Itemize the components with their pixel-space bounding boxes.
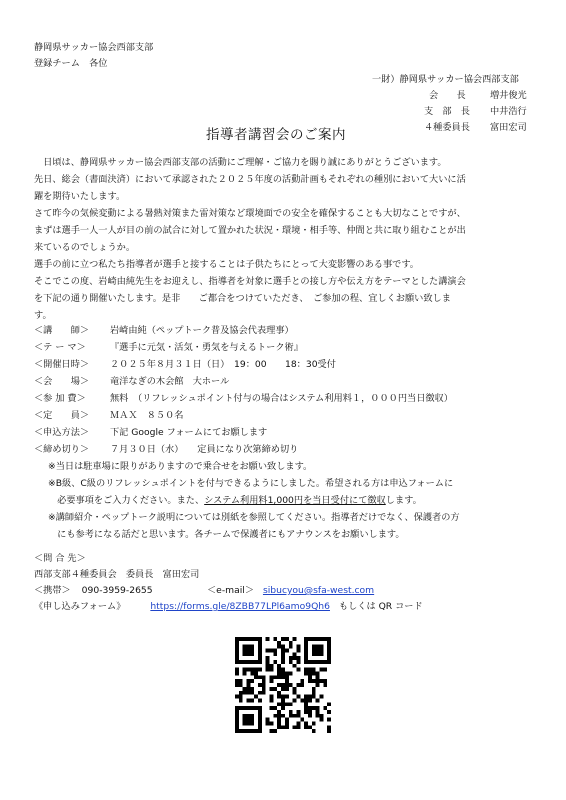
qr-module bbox=[270, 679, 274, 683]
qr-module bbox=[319, 679, 323, 683]
qr-module bbox=[277, 721, 281, 725]
qr-module bbox=[262, 679, 266, 683]
qr-finder-pattern bbox=[312, 645, 324, 657]
addressee-org: 静岡県サッカー協会西部支部 bbox=[34, 42, 154, 53]
body-line: 来ているのでしょうか。 bbox=[34, 242, 136, 253]
detail-application bbox=[34, 424, 267, 441]
qr-module bbox=[281, 645, 285, 649]
qr-module bbox=[247, 668, 251, 672]
qr-module bbox=[327, 718, 331, 722]
qr-module bbox=[289, 641, 293, 645]
qr-module bbox=[281, 687, 285, 691]
qr-module bbox=[296, 656, 300, 660]
signer-2-name: 中井浩行 bbox=[490, 106, 527, 117]
qr-module bbox=[277, 695, 281, 699]
signer-1-name: 増井俊光 bbox=[490, 90, 527, 101]
qr-module bbox=[316, 698, 320, 702]
qr-module bbox=[277, 668, 281, 672]
detail-label: ＜講 師＞ bbox=[34, 325, 90, 336]
qr-module bbox=[273, 675, 277, 679]
qr-module bbox=[327, 725, 331, 729]
qr-module bbox=[308, 706, 312, 710]
qr-module bbox=[300, 698, 304, 702]
signer-2-role: 支 部 長 bbox=[424, 106, 470, 117]
detail-value: 竜洋なぎの木会館 大ホール bbox=[110, 376, 230, 387]
qr-module bbox=[273, 714, 277, 718]
qr-module bbox=[243, 691, 247, 695]
detail-label: ＜定 員＞ bbox=[34, 410, 90, 421]
qr-module bbox=[239, 691, 243, 695]
qr-module bbox=[254, 695, 258, 699]
body-line: を下記の通り開催いたします。是非 ご都合をつけていただき、 ご参加の程、宜しくお願い致しま bbox=[34, 293, 451, 304]
qr-module bbox=[277, 714, 281, 718]
body-line: まずは選手一人一人が目の前の試合に対して置かれた状況・環境・相手等、仲間と共に取り組むことが出 bbox=[34, 225, 466, 236]
qr-module bbox=[281, 668, 285, 672]
body-line: 先日、総会（書面決済）において承認された２０２５年度の活動計画もそれぞれの種別において大いに活 bbox=[34, 174, 466, 185]
qr-module bbox=[281, 702, 285, 706]
sender-org: 一財）静岡県サッカー協会西部支部 bbox=[372, 74, 519, 85]
qr-module bbox=[304, 698, 308, 702]
qr-module bbox=[304, 706, 308, 710]
qr-module bbox=[235, 683, 239, 687]
note-fee-underlined: システム利用料1,000円を当日受付にて徴収 bbox=[204, 495, 386, 506]
qr-module bbox=[319, 714, 323, 718]
qr-module bbox=[312, 729, 316, 733]
qr-module bbox=[285, 679, 289, 683]
qr-module bbox=[316, 679, 320, 683]
qr-module bbox=[296, 714, 300, 718]
qr-module bbox=[293, 687, 297, 691]
qr-module bbox=[262, 691, 266, 695]
qr-module bbox=[270, 695, 274, 699]
qr-hint: もしくは QR コード bbox=[338, 601, 423, 612]
body-line: さて昨今の気候変動による暑熱対策また雷対策など環境面での安全を確保することも大切なことですが、 bbox=[34, 208, 466, 219]
qr-module bbox=[289, 660, 293, 664]
document-title: 指導者講習会のご案内 bbox=[206, 127, 346, 143]
qr-code[interactable] bbox=[235, 637, 331, 733]
qr-module bbox=[293, 637, 297, 641]
qr-module bbox=[258, 668, 262, 672]
qr-module bbox=[235, 672, 239, 676]
qr-module bbox=[277, 702, 281, 706]
qr-module bbox=[262, 683, 266, 687]
qr-module bbox=[296, 649, 300, 653]
qr-module bbox=[266, 718, 270, 722]
qr-module bbox=[296, 683, 300, 687]
qr-module bbox=[304, 672, 308, 676]
qr-module bbox=[247, 691, 251, 695]
qr-module bbox=[239, 683, 243, 687]
detail-value: ２０２５年８月３１日（日） 19：00 18：30受付 bbox=[110, 359, 336, 370]
qr-module bbox=[250, 691, 254, 695]
qr-module bbox=[289, 714, 293, 718]
qr-finder-pattern bbox=[243, 714, 255, 726]
detail-fee bbox=[34, 390, 453, 407]
detail-lecturer bbox=[34, 322, 294, 339]
qr-module bbox=[293, 725, 297, 729]
qr-module bbox=[277, 675, 281, 679]
qr-module bbox=[323, 706, 327, 710]
qr-module bbox=[247, 683, 251, 687]
qr-module bbox=[323, 668, 327, 672]
note-refresh-point-1: ※B級、C級のリフレッシュポイントを付与できるようにしました。希望される方は申込フォームに bbox=[48, 478, 454, 489]
qr-module bbox=[243, 687, 247, 691]
qr-module bbox=[281, 683, 285, 687]
qr-module bbox=[289, 710, 293, 714]
form-label: 《申し込みフォーム》 bbox=[34, 601, 126, 612]
qr-module bbox=[254, 668, 258, 672]
qr-module bbox=[270, 706, 274, 710]
qr-module bbox=[258, 683, 262, 687]
qr-module bbox=[312, 706, 316, 710]
qr-module bbox=[254, 675, 258, 679]
qr-module bbox=[235, 668, 239, 672]
qr-module bbox=[273, 649, 277, 653]
qr-module bbox=[243, 668, 247, 672]
body-line: 選手の前に立つ私たち指導者が選手と接することは子供たちにとって大変影響のある事です。 bbox=[34, 259, 419, 270]
qr-module bbox=[273, 652, 277, 656]
detail-label: ＜申込方法＞ bbox=[34, 427, 90, 438]
qr-module bbox=[235, 695, 239, 699]
qr-module bbox=[270, 664, 274, 668]
qr-module bbox=[327, 710, 331, 714]
qr-module bbox=[277, 645, 281, 649]
qr-module bbox=[285, 637, 289, 641]
qr-module bbox=[296, 710, 300, 714]
qr-module bbox=[258, 698, 262, 702]
note-parking: ※当日は駐車場に限りがありますので乗合せをお願い致します。 bbox=[48, 461, 313, 472]
qr-module bbox=[235, 679, 239, 683]
qr-module bbox=[281, 656, 285, 660]
qr-module bbox=[266, 660, 270, 664]
body-line: す。 bbox=[34, 310, 52, 321]
contact-person: 西部支部４種委員会 委員長 富田宏司 bbox=[34, 569, 200, 580]
qr-module bbox=[277, 710, 281, 714]
qr-module bbox=[273, 706, 277, 710]
qr-module bbox=[293, 656, 297, 660]
qr-module bbox=[308, 672, 312, 676]
qr-module bbox=[304, 702, 308, 706]
qr-module bbox=[300, 679, 304, 683]
detail-value: 下記 Google フォームにてお願します bbox=[110, 427, 268, 438]
form-link[interactable]: https://forms.gle/8ZBB77LPl6amo9Qh6 bbox=[150, 601, 330, 612]
qr-module bbox=[277, 718, 281, 722]
qr-module bbox=[296, 660, 300, 664]
qr-module bbox=[239, 679, 243, 683]
qr-module bbox=[273, 660, 277, 664]
qr-module bbox=[262, 675, 266, 679]
form-row bbox=[34, 601, 423, 613]
qr-module bbox=[304, 695, 308, 699]
signer-3-role: ４種委員長 bbox=[424, 122, 470, 133]
qr-module bbox=[308, 668, 312, 672]
qr-module bbox=[312, 721, 316, 725]
addressee-team: 登録チーム 各位 bbox=[34, 58, 108, 69]
contact-email-row bbox=[207, 585, 374, 597]
qr-module bbox=[316, 706, 320, 710]
qr-module bbox=[277, 691, 281, 695]
qr-module bbox=[308, 710, 312, 714]
detail-venue bbox=[34, 373, 229, 390]
detail-label: ＜締め切り＞ bbox=[34, 444, 90, 455]
qr-module bbox=[266, 668, 270, 672]
qr-module bbox=[285, 702, 289, 706]
qr-module bbox=[296, 695, 300, 699]
detail-label: ＜会 場＞ bbox=[34, 376, 90, 387]
contact-heading: ＜問 合 先＞ bbox=[34, 553, 86, 564]
qr-module bbox=[277, 725, 281, 729]
qr-module bbox=[323, 683, 327, 687]
qr-module bbox=[285, 687, 289, 691]
qr-module bbox=[254, 672, 258, 676]
qr-module bbox=[239, 695, 243, 699]
qr-module bbox=[316, 710, 320, 714]
body-line: 躍を期待いたします。 bbox=[34, 191, 126, 202]
qr-module bbox=[289, 672, 293, 676]
qr-module bbox=[293, 691, 297, 695]
qr-module bbox=[300, 683, 304, 687]
qr-module bbox=[308, 725, 312, 729]
qr-module bbox=[285, 683, 289, 687]
qr-module bbox=[327, 702, 331, 706]
email-label: ＜e-mail＞ bbox=[207, 585, 255, 596]
qr-module bbox=[304, 721, 308, 725]
qr-module bbox=[285, 721, 289, 725]
qr-module bbox=[319, 718, 323, 722]
qr-module bbox=[293, 652, 297, 656]
qr-module bbox=[312, 691, 316, 695]
email-link[interactable]: sibucyou@sfa-west.com bbox=[262, 585, 375, 596]
qr-module bbox=[293, 664, 297, 668]
qr-module bbox=[296, 725, 300, 729]
qr-module bbox=[277, 683, 281, 687]
detail-theme bbox=[34, 339, 303, 356]
qr-module bbox=[258, 675, 262, 679]
note-text: 必要事項をご入力ください。また、 bbox=[48, 495, 205, 506]
qr-module bbox=[304, 668, 308, 672]
qr-finder-pattern bbox=[243, 645, 255, 657]
detail-value: ７月３０日（水） 定員になり次第締め切り bbox=[110, 444, 299, 455]
qr-module bbox=[289, 645, 293, 649]
qr-module bbox=[289, 656, 293, 660]
body-text bbox=[34, 154, 534, 324]
qr-module bbox=[270, 721, 274, 725]
qr-module bbox=[266, 649, 270, 653]
detail-label: ＜開催日時＞ bbox=[34, 359, 90, 370]
qr-module bbox=[281, 675, 285, 679]
note-text: します。 bbox=[385, 495, 422, 506]
qr-module bbox=[281, 706, 285, 710]
qr-module bbox=[293, 714, 297, 718]
qr-module bbox=[285, 725, 289, 729]
qr-module bbox=[281, 672, 285, 676]
qr-module bbox=[308, 698, 312, 702]
detail-value: 『選手に元気・活気・勇気を与えるトーク術』 bbox=[110, 342, 303, 353]
qr-module bbox=[273, 637, 277, 641]
qr-module bbox=[250, 668, 254, 672]
qr-module bbox=[285, 672, 289, 676]
qr-module bbox=[281, 660, 285, 664]
qr-module bbox=[312, 679, 316, 683]
note-lecturer-2: にも参考になる話だと思います。各チームで保護者にもアナウンスをお願いします。 bbox=[48, 529, 405, 540]
phone-number: 090-3959-2655 bbox=[81, 585, 153, 596]
detail-deadline bbox=[34, 441, 298, 458]
qr-module bbox=[308, 714, 312, 718]
qr-module bbox=[270, 649, 274, 653]
qr-module bbox=[250, 687, 254, 691]
contact-phone-row bbox=[34, 585, 153, 597]
note-lecturer-1: ※講師紹介・ペップトーク説明については別紙を参照してください。指導者だけでなく、保護者の方 bbox=[48, 512, 460, 523]
qr-module bbox=[296, 668, 300, 672]
qr-module bbox=[266, 637, 270, 641]
qr-module bbox=[316, 714, 320, 718]
qr-module bbox=[243, 672, 247, 676]
qr-module bbox=[281, 714, 285, 718]
qr-module bbox=[247, 687, 251, 691]
qr-module bbox=[289, 683, 293, 687]
qr-module bbox=[312, 672, 316, 676]
qr-module bbox=[312, 695, 316, 699]
detail-value: 岩崎由純（ペップトーク普及協会代表理事） bbox=[110, 325, 294, 336]
qr-module bbox=[285, 649, 289, 653]
qr-module bbox=[247, 679, 251, 683]
qr-module bbox=[273, 729, 277, 733]
qr-module bbox=[281, 652, 285, 656]
detail-datetime bbox=[34, 356, 336, 373]
qr-module bbox=[266, 656, 270, 660]
body-line: そこでこの度、岩崎由純先生をお迎えし、指導者を対象に選手との接し方や伝え方をテーマとした講演会 bbox=[34, 276, 466, 287]
qr-module bbox=[316, 675, 320, 679]
qr-module bbox=[270, 687, 274, 691]
qr-module bbox=[289, 702, 293, 706]
signer-3-name: 富田宏司 bbox=[490, 122, 527, 133]
qr-module bbox=[273, 687, 277, 691]
qr-module bbox=[262, 687, 266, 691]
qr-module bbox=[270, 729, 274, 733]
qr-module bbox=[281, 725, 285, 729]
qr-module bbox=[239, 698, 243, 702]
note-refresh-point-2 bbox=[48, 492, 422, 509]
qr-module bbox=[250, 679, 254, 683]
qr-module bbox=[270, 698, 274, 702]
qr-module bbox=[327, 729, 331, 733]
detail-value: ＭＡＸ ８５０名 bbox=[110, 410, 184, 421]
detail-label: ＜参 加 費＞ bbox=[34, 393, 86, 404]
qr-module bbox=[285, 718, 289, 722]
qr-module bbox=[285, 675, 289, 679]
qr-module bbox=[319, 695, 323, 699]
qr-module bbox=[258, 691, 262, 695]
qr-module bbox=[308, 679, 312, 683]
qr-module bbox=[281, 698, 285, 702]
qr-module bbox=[312, 668, 316, 672]
qr-module bbox=[266, 721, 270, 725]
qr-module bbox=[285, 695, 289, 699]
qr-module bbox=[293, 698, 297, 702]
qr-module bbox=[296, 721, 300, 725]
qr-module bbox=[277, 672, 281, 676]
qr-module bbox=[270, 668, 274, 672]
phone-label: ＜携帯＞ bbox=[34, 585, 71, 596]
qr-module bbox=[281, 695, 285, 699]
signer-1-role: 会 長 bbox=[429, 90, 466, 101]
qr-module bbox=[277, 641, 281, 645]
detail-capacity bbox=[34, 407, 184, 424]
qr-module bbox=[247, 698, 251, 702]
qr-module bbox=[277, 664, 281, 668]
qr-module bbox=[300, 718, 304, 722]
qr-module bbox=[296, 645, 300, 649]
qr-module bbox=[270, 675, 274, 679]
qr-module bbox=[304, 725, 308, 729]
qr-module bbox=[281, 649, 285, 653]
qr-module bbox=[304, 710, 308, 714]
body-line: 日頃は、静岡県サッカー協会西部支部の活動にご理解・ご協力を賜り誠にありがとうございます。 bbox=[34, 157, 447, 168]
qr-module bbox=[308, 675, 312, 679]
qr-module bbox=[319, 668, 323, 672]
qr-module bbox=[312, 687, 316, 691]
detail-label: ＜テ ー マ＞ bbox=[34, 342, 86, 353]
qr-module bbox=[323, 679, 327, 683]
qr-module bbox=[250, 672, 254, 676]
qr-module bbox=[250, 698, 254, 702]
qr-module bbox=[308, 695, 312, 699]
qr-module bbox=[266, 664, 270, 668]
qr-module bbox=[316, 683, 320, 687]
qr-module bbox=[316, 672, 320, 676]
detail-value: 無料 （リフレッシュポイント付与の場合はシステム利用料１，０００円当日徴収） bbox=[110, 393, 453, 404]
qr-module bbox=[281, 637, 285, 641]
